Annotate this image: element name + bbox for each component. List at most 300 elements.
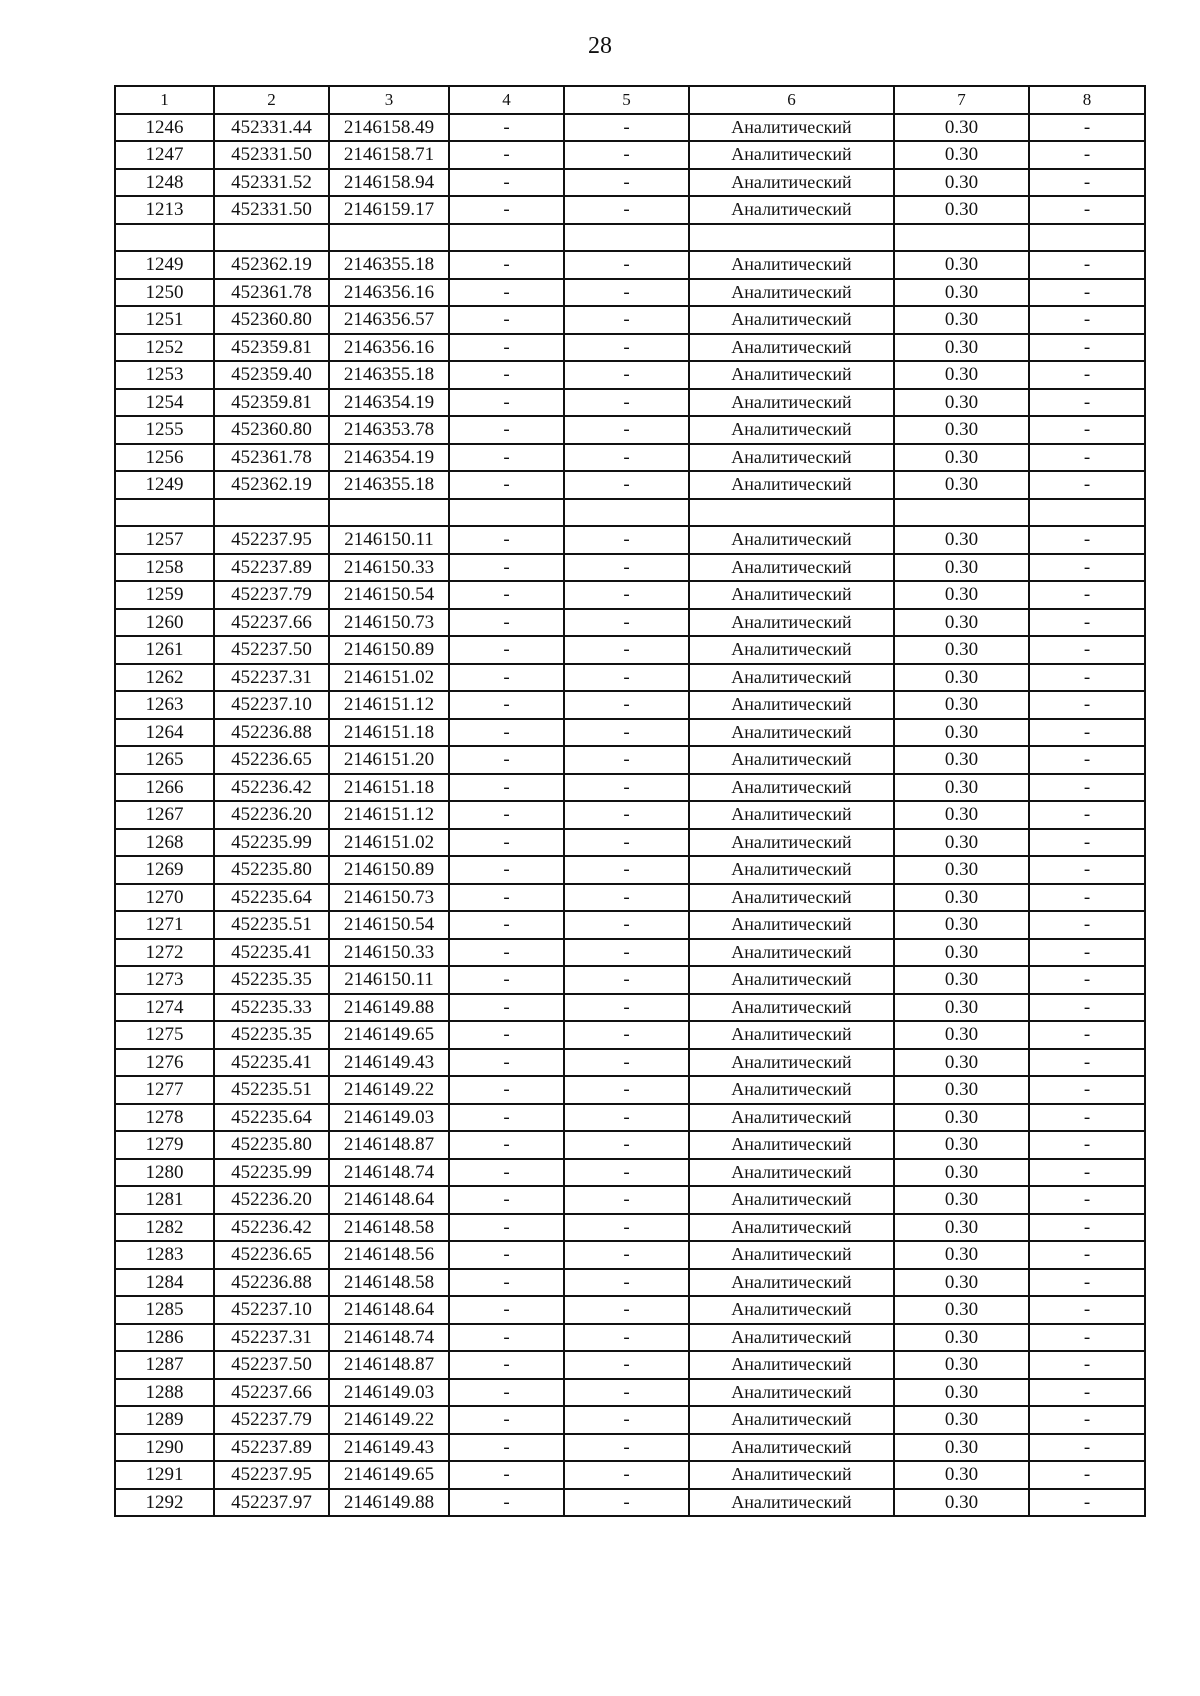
cell-col-8: - [1029, 1021, 1145, 1049]
cell-point-number: 1250 [115, 279, 214, 307]
cell-col-5: - [564, 1159, 689, 1187]
cell-point-number: 1275 [115, 1021, 214, 1049]
cell-method: Аналитический [689, 1406, 894, 1434]
table-row [115, 1131, 1145, 1159]
cell-accuracy: 0.30 [894, 1241, 1029, 1269]
cell-col-4: - [449, 444, 564, 472]
cell-col-5: - [564, 279, 689, 307]
cell-accuracy: 0.30 [894, 966, 1029, 994]
cell-accuracy: 0.30 [894, 1351, 1029, 1379]
cell-accuracy: 0.30 [894, 719, 1029, 747]
cell-method: Аналитический [689, 691, 894, 719]
cell-col-4: - [449, 966, 564, 994]
cell-method: Аналитический [689, 994, 894, 1022]
cell-x-coordinate: 452361.78 [214, 444, 329, 472]
table-row [115, 609, 1145, 637]
cell-y-coordinate: 2146150.73 [329, 609, 449, 637]
cell-col-5: - [564, 1131, 689, 1159]
column-header-y-coordinate: 3 [329, 86, 449, 114]
cell-col-8: - [1029, 1214, 1145, 1242]
cell-point-number: 1249 [115, 251, 214, 279]
cell-point-number: 1281 [115, 1186, 214, 1214]
cell-col-8: - [1029, 1186, 1145, 1214]
cell-col-5: - [564, 169, 689, 197]
cell-x-coordinate: 452237.66 [214, 609, 329, 637]
cell-col-4: - [449, 1104, 564, 1132]
cell-x-coordinate: 452331.50 [214, 196, 329, 224]
cell-accuracy: 0.30 [894, 856, 1029, 884]
cell-col-8: - [1029, 609, 1145, 637]
cell-method: Аналитический [689, 1351, 894, 1379]
cell-method: Аналитический [689, 279, 894, 307]
cell-col-8: - [1029, 1241, 1145, 1269]
cell-col-8: - [1029, 1434, 1145, 1462]
cell-col-5: - [564, 774, 689, 802]
cell-col-8: - [1029, 251, 1145, 279]
cell-x-coordinate: 452235.64 [214, 1104, 329, 1132]
cell-y-coordinate: 2146150.89 [329, 856, 449, 884]
cell-accuracy: 0.30 [894, 746, 1029, 774]
cell-point-number: 1284 [115, 1269, 214, 1297]
cell-y-coordinate: 2146150.33 [329, 939, 449, 967]
table-row [115, 1324, 1145, 1352]
cell-x-coordinate: 452236.42 [214, 1214, 329, 1242]
cell-point-number: 1273 [115, 966, 214, 994]
cell-y-coordinate: 2146158.49 [329, 114, 449, 142]
cell-col-4: - [449, 471, 564, 499]
table-row [115, 554, 1145, 582]
header-row [115, 86, 1145, 114]
cell-y-coordinate: 2146148.87 [329, 1131, 449, 1159]
table-row [115, 856, 1145, 884]
cell-y-coordinate: 2146150.11 [329, 526, 449, 554]
column-header-col-5: 5 [564, 86, 689, 114]
coordinates-table [114, 85, 1146, 1517]
table-row [115, 581, 1145, 609]
cell-method: Аналитический [689, 774, 894, 802]
cell-col-5: - [564, 1214, 689, 1242]
cell-y-coordinate: 2146150.11 [329, 966, 449, 994]
cell-accuracy: 0.30 [894, 526, 1029, 554]
cell-x-coordinate: 452235.80 [214, 856, 329, 884]
cell-col-8: - [1029, 939, 1145, 967]
cell-y-coordinate: 2146354.19 [329, 444, 449, 472]
cell-point-number: 1291 [115, 1461, 214, 1489]
cell-col-4: - [449, 306, 564, 334]
cell-col-5: - [564, 416, 689, 444]
cell-col-8: - [1029, 334, 1145, 362]
cell-col-5: - [564, 444, 689, 472]
cell-col-5: - [564, 1434, 689, 1462]
cell-col-4: - [449, 1269, 564, 1297]
cell-col-8 [1029, 499, 1145, 527]
cell-point-number: 1257 [115, 526, 214, 554]
cell-point-number: 1272 [115, 939, 214, 967]
cell-col-4: - [449, 1159, 564, 1187]
cell-point-number: 1266 [115, 774, 214, 802]
cell-x-coordinate: 452237.89 [214, 554, 329, 582]
cell-x-coordinate: 452236.88 [214, 1269, 329, 1297]
table-row [115, 1461, 1145, 1489]
cell-col-5: - [564, 196, 689, 224]
cell-col-4: - [449, 334, 564, 362]
cell-col-4: - [449, 1076, 564, 1104]
cell-accuracy: 0.30 [894, 1131, 1029, 1159]
separator-row [115, 224, 1145, 252]
cell-x-coordinate: 452331.44 [214, 114, 329, 142]
cell-col-5: - [564, 1269, 689, 1297]
cell-method: Аналитический [689, 389, 894, 417]
cell-x-coordinate: 452237.31 [214, 664, 329, 692]
cell-point-number: 1289 [115, 1406, 214, 1434]
cell-method: Аналитический [689, 829, 894, 857]
cell-col-5: - [564, 609, 689, 637]
cell-col-4: - [449, 939, 564, 967]
cell-method: Аналитический [689, 664, 894, 692]
cell-point-number: 1277 [115, 1076, 214, 1104]
cell-y-coordinate: 2146149.43 [329, 1434, 449, 1462]
cell-x-coordinate: 452235.41 [214, 939, 329, 967]
cell-point-number: 1247 [115, 141, 214, 169]
cell-col-8: - [1029, 966, 1145, 994]
cell-method: Аналитический [689, 334, 894, 362]
cell-method: Аналитический [689, 719, 894, 747]
table-row [115, 691, 1145, 719]
cell-method [689, 224, 894, 252]
cell-method: Аналитический [689, 526, 894, 554]
cell-x-coordinate: 452235.64 [214, 884, 329, 912]
table-row [115, 1296, 1145, 1324]
cell-point-number: 1251 [115, 306, 214, 334]
cell-y-coordinate: 2146149.43 [329, 1049, 449, 1077]
cell-point-number: 1285 [115, 1296, 214, 1324]
cell-x-coordinate: 452237.79 [214, 1406, 329, 1434]
cell-x-coordinate: 452331.52 [214, 169, 329, 197]
cell-x-coordinate: 452236.65 [214, 1241, 329, 1269]
cell-col-5: - [564, 306, 689, 334]
cell-y-coordinate: 2146150.73 [329, 884, 449, 912]
cell-point-number: 1252 [115, 334, 214, 362]
cell-y-coordinate: 2146354.19 [329, 389, 449, 417]
table-row [115, 389, 1145, 417]
table-row [115, 444, 1145, 472]
cell-col-4: - [449, 141, 564, 169]
cell-col-8: - [1029, 554, 1145, 582]
cell-accuracy: 0.30 [894, 1021, 1029, 1049]
cell-point-number: 1264 [115, 719, 214, 747]
cell-col-5: - [564, 141, 689, 169]
cell-col-4: - [449, 114, 564, 142]
cell-col-8: - [1029, 829, 1145, 857]
cell-y-coordinate: 2146151.18 [329, 719, 449, 747]
cell-col-4: - [449, 1296, 564, 1324]
cell-method: Аналитический [689, 361, 894, 389]
cell-y-coordinate: 2146149.88 [329, 1489, 449, 1517]
cell-method: Аналитический [689, 1104, 894, 1132]
cell-y-coordinate: 2146353.78 [329, 416, 449, 444]
cell-method: Аналитический [689, 1269, 894, 1297]
cell-point-number: 1258 [115, 554, 214, 582]
cell-col-8: - [1029, 389, 1145, 417]
cell-y-coordinate: 2146158.94 [329, 169, 449, 197]
cell-method: Аналитический [689, 1241, 894, 1269]
cell-y-coordinate: 2146356.16 [329, 279, 449, 307]
column-header-x-coordinate: 2 [214, 86, 329, 114]
cell-accuracy: 0.30 [894, 664, 1029, 692]
table-body [115, 114, 1145, 1517]
cell-col-4: - [449, 1186, 564, 1214]
cell-method: Аналитический [689, 966, 894, 994]
cell-y-coordinate: 2146159.17 [329, 196, 449, 224]
cell-col-5: - [564, 251, 689, 279]
table-row [115, 1076, 1145, 1104]
table-row [115, 1049, 1145, 1077]
cell-y-coordinate [329, 224, 449, 252]
cell-x-coordinate: 452235.33 [214, 994, 329, 1022]
cell-col-8: - [1029, 1461, 1145, 1489]
cell-accuracy: 0.30 [894, 416, 1029, 444]
cell-col-5: - [564, 911, 689, 939]
table-row [115, 361, 1145, 389]
cell-accuracy: 0.30 [894, 609, 1029, 637]
cell-col-4: - [449, 829, 564, 857]
cell-accuracy: 0.30 [894, 636, 1029, 664]
cell-accuracy: 0.30 [894, 1324, 1029, 1352]
cell-x-coordinate: 452235.35 [214, 966, 329, 994]
cell-col-5: - [564, 829, 689, 857]
cell-col-5: - [564, 1324, 689, 1352]
cell-point-number [115, 499, 214, 527]
cell-x-coordinate: 452362.19 [214, 471, 329, 499]
cell-accuracy: 0.30 [894, 1434, 1029, 1462]
cell-y-coordinate: 2146355.18 [329, 251, 449, 279]
table-row [115, 774, 1145, 802]
table-row [115, 636, 1145, 664]
cell-col-4: - [449, 856, 564, 884]
cell-col-5 [564, 499, 689, 527]
cell-col-8: - [1029, 1076, 1145, 1104]
cell-col-5: - [564, 664, 689, 692]
cell-method: Аналитический [689, 746, 894, 774]
cell-y-coordinate: 2146356.16 [329, 334, 449, 362]
cell-col-8: - [1029, 114, 1145, 142]
cell-method: Аналитический [689, 444, 894, 472]
table-row [115, 526, 1145, 554]
cell-y-coordinate: 2146151.02 [329, 664, 449, 692]
cell-y-coordinate: 2146355.18 [329, 471, 449, 499]
cell-y-coordinate: 2146356.57 [329, 306, 449, 334]
cell-x-coordinate [214, 224, 329, 252]
cell-point-number: 1268 [115, 829, 214, 857]
cell-col-4 [449, 224, 564, 252]
table-row [115, 1379, 1145, 1407]
cell-col-5: - [564, 1049, 689, 1077]
cell-y-coordinate: 2146148.74 [329, 1324, 449, 1352]
cell-col-5: - [564, 856, 689, 884]
cell-col-5: - [564, 966, 689, 994]
cell-y-coordinate: 2146148.64 [329, 1186, 449, 1214]
cell-x-coordinate: 452237.10 [214, 691, 329, 719]
cell-col-5: - [564, 691, 689, 719]
cell-col-8: - [1029, 1324, 1145, 1352]
cell-accuracy: 0.30 [894, 1296, 1029, 1324]
cell-method: Аналитический [689, 1324, 894, 1352]
cell-col-4: - [449, 609, 564, 637]
cell-method: Аналитический [689, 636, 894, 664]
table-row [115, 114, 1145, 142]
cell-y-coordinate: 2146149.65 [329, 1021, 449, 1049]
cell-accuracy: 0.30 [894, 444, 1029, 472]
cell-col-4: - [449, 1461, 564, 1489]
cell-accuracy: 0.30 [894, 114, 1029, 142]
cell-point-number: 1262 [115, 664, 214, 692]
cell-col-5: - [564, 719, 689, 747]
cell-point-number [115, 224, 214, 252]
cell-col-4: - [449, 416, 564, 444]
cell-y-coordinate: 2146148.58 [329, 1269, 449, 1297]
cell-point-number: 1279 [115, 1131, 214, 1159]
cell-accuracy: 0.30 [894, 389, 1029, 417]
cell-col-8: - [1029, 1379, 1145, 1407]
cell-x-coordinate: 452237.95 [214, 526, 329, 554]
cell-accuracy [894, 499, 1029, 527]
cell-point-number: 1267 [115, 801, 214, 829]
cell-col-8: - [1029, 884, 1145, 912]
cell-y-coordinate: 2146150.54 [329, 911, 449, 939]
cell-accuracy: 0.30 [894, 196, 1029, 224]
table-row [115, 994, 1145, 1022]
cell-method: Аналитический [689, 856, 894, 884]
cell-col-5: - [564, 471, 689, 499]
cell-point-number: 1287 [115, 1351, 214, 1379]
cell-point-number: 1256 [115, 444, 214, 472]
cell-point-number: 1255 [115, 416, 214, 444]
cell-point-number: 1260 [115, 609, 214, 637]
table-row [115, 884, 1145, 912]
cell-x-coordinate: 452235.99 [214, 1159, 329, 1187]
cell-col-5: - [564, 1076, 689, 1104]
cell-col-4: - [449, 1434, 564, 1462]
cell-method: Аналитический [689, 1131, 894, 1159]
cell-col-8: - [1029, 306, 1145, 334]
cell-col-4: - [449, 196, 564, 224]
cell-col-8 [1029, 224, 1145, 252]
cell-accuracy: 0.30 [894, 1489, 1029, 1517]
cell-y-coordinate: 2146148.56 [329, 1241, 449, 1269]
cell-x-coordinate: 452237.89 [214, 1434, 329, 1462]
table-row [115, 719, 1145, 747]
table-row [115, 1434, 1145, 1462]
cell-col-8: - [1029, 691, 1145, 719]
cell-x-coordinate: 452236.65 [214, 746, 329, 774]
cell-col-8: - [1029, 801, 1145, 829]
cell-y-coordinate: 2146355.18 [329, 361, 449, 389]
table-row [115, 1351, 1145, 1379]
cell-y-coordinate: 2146149.88 [329, 994, 449, 1022]
cell-y-coordinate: 2146149.22 [329, 1076, 449, 1104]
cell-col-4: - [449, 169, 564, 197]
cell-col-5: - [564, 636, 689, 664]
cell-col-8: - [1029, 581, 1145, 609]
cell-accuracy: 0.30 [894, 471, 1029, 499]
cell-accuracy: 0.30 [894, 691, 1029, 719]
cell-x-coordinate: 452236.20 [214, 1186, 329, 1214]
cell-point-number: 1280 [115, 1159, 214, 1187]
cell-y-coordinate: 2146151.20 [329, 746, 449, 774]
cell-point-number: 1286 [115, 1324, 214, 1352]
separator-row [115, 499, 1145, 527]
table-row [115, 1214, 1145, 1242]
cell-col-8: - [1029, 416, 1145, 444]
cell-method: Аналитический [689, 169, 894, 197]
cell-col-8: - [1029, 141, 1145, 169]
cell-col-5: - [564, 1296, 689, 1324]
cell-x-coordinate: 452235.51 [214, 1076, 329, 1104]
cell-method: Аналитический [689, 554, 894, 582]
cell-col-4: - [449, 389, 564, 417]
cell-col-4: - [449, 994, 564, 1022]
table-row [115, 1241, 1145, 1269]
cell-method: Аналитический [689, 114, 894, 142]
cell-point-number: 1271 [115, 911, 214, 939]
cell-accuracy: 0.30 [894, 306, 1029, 334]
cell-col-5: - [564, 1351, 689, 1379]
cell-y-coordinate: 2146148.58 [329, 1214, 449, 1242]
cell-col-4: - [449, 1351, 564, 1379]
table-row [115, 829, 1145, 857]
cell-x-coordinate: 452359.40 [214, 361, 329, 389]
cell-x-coordinate: 452235.41 [214, 1049, 329, 1077]
table-row [115, 169, 1145, 197]
cell-col-8: - [1029, 361, 1145, 389]
cell-col-8: - [1029, 1131, 1145, 1159]
cell-point-number: 1278 [115, 1104, 214, 1132]
cell-method: Аналитический [689, 471, 894, 499]
cell-point-number: 1254 [115, 389, 214, 417]
cell-col-4: - [449, 774, 564, 802]
cell-col-8: - [1029, 444, 1145, 472]
cell-accuracy: 0.30 [894, 774, 1029, 802]
cell-x-coordinate: 452236.42 [214, 774, 329, 802]
cell-method: Аналитический [689, 1021, 894, 1049]
cell-method: Аналитический [689, 1049, 894, 1077]
cell-point-number: 1248 [115, 169, 214, 197]
table-row [115, 746, 1145, 774]
cell-x-coordinate: 452237.50 [214, 636, 329, 664]
table-row [115, 939, 1145, 967]
cell-col-5: - [564, 994, 689, 1022]
cell-y-coordinate: 2146148.74 [329, 1159, 449, 1187]
cell-accuracy: 0.30 [894, 169, 1029, 197]
cell-col-8: - [1029, 471, 1145, 499]
cell-col-5: - [564, 1461, 689, 1489]
cell-col-4: - [449, 1021, 564, 1049]
cell-accuracy: 0.30 [894, 939, 1029, 967]
cell-y-coordinate: 2146149.22 [329, 1406, 449, 1434]
cell-method: Аналитический [689, 1296, 894, 1324]
cell-method: Аналитический [689, 306, 894, 334]
cell-col-4: - [449, 581, 564, 609]
cell-col-4: - [449, 1489, 564, 1517]
cell-point-number: 1288 [115, 1379, 214, 1407]
cell-x-coordinate: 452235.51 [214, 911, 329, 939]
cell-method: Аналитический [689, 911, 894, 939]
cell-col-8: - [1029, 1351, 1145, 1379]
cell-col-4: - [449, 911, 564, 939]
cell-point-number: 1274 [115, 994, 214, 1022]
cell-point-number: 1283 [115, 1241, 214, 1269]
cell-x-coordinate: 452235.80 [214, 1131, 329, 1159]
